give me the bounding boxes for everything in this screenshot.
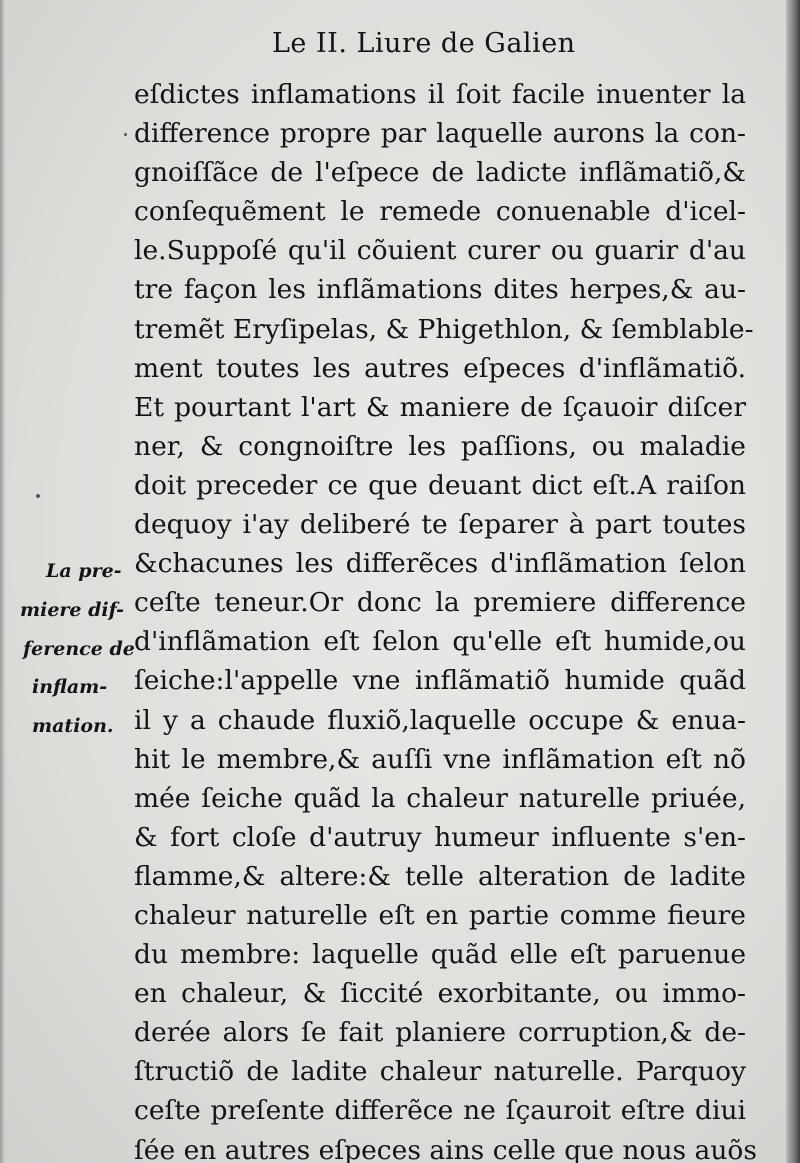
text-line: flamme,& altere:& telle alteration de ladite (134, 860, 746, 892)
text-line: le.Suppoſé qu'il cõuient curer ou guarir d'au (134, 235, 746, 267)
text-line: Et pourtant l'art & maniere de ſçauoir diſcer (134, 391, 746, 423)
text-line: ſeiche:l'appelle vne inflãmatiõ humide quãd (134, 665, 746, 697)
text-line: ner, & congnoiſtre les paſſions, ou maladie (134, 430, 746, 462)
text-line: d'inflãmation eſt ſelon qu'elle eſt humide,ou (134, 626, 746, 658)
margin-note-line: La pre- (46, 560, 122, 582)
margin-note-line: miere dif- (20, 598, 125, 621)
text-line: ceſte preſente differẽce ne ſçauroit eſtre diui (134, 1095, 746, 1127)
text-line: &chacunes les differẽces d'inflãmation ſelon (134, 548, 746, 580)
text-line: en chaleur, & ſiccité exorbitante, ou immo- (134, 978, 746, 1010)
text-line: chaleur naturelle eſt en partie comme fieure (134, 899, 746, 931)
margin-note-line: inflam- (32, 676, 108, 699)
page-left-edge (0, 0, 6, 1163)
text-line: derée alors ſe fait planiere corruption,& de- (134, 1017, 746, 1049)
text-line: tre façon les inflãmations dites herpes,& au- (134, 274, 746, 306)
text-line: difference propre par laquelle aurons la con- (134, 118, 746, 150)
ink-speck (124, 133, 127, 136)
running-head: Le II. Liure de Galien (272, 28, 576, 59)
text-line: ſtructiõ de ladite chaleur naturelle. Parquoy (134, 1056, 746, 1088)
page-gutter-shadow (786, 0, 800, 1163)
ink-speck (36, 494, 40, 498)
text-line: dequoy i'ay deliberé te ſeparer à part toutes (134, 509, 746, 541)
margin-note (20, 552, 138, 746)
margin-note-line: ference de (23, 637, 135, 660)
text-line: du membre: laquelle quãd elle eſt paruenue (134, 939, 746, 971)
text-line: conſequẽment le remede conuenable d'icel- (134, 196, 746, 228)
text-line: ſée en autres eſpeces ains celle que nous auõs (134, 1134, 757, 1163)
text-line: hit le membre,& auſſi vne inflãmation eſt nõ (134, 743, 746, 775)
text-line: gnoiſſãce de l'eſpece de ladicte inflãmatiõ,& (134, 157, 746, 189)
margin-note-line: mation. (32, 715, 114, 738)
text-line: & fort cloſe d'autruy humeur influente s'en- (134, 821, 746, 853)
text-line: mée ſeiche quãd la chaleur naturelle priuée, (134, 782, 746, 814)
text-line: doit preceder ce que deuant dict eſt.A raiſon (134, 469, 746, 501)
text-line: ment toutes les autres eſpeces d'inflãmatiõ. (134, 352, 746, 384)
body-text (134, 75, 757, 1163)
text-line: il y a chaude fluxiõ,laquelle occupe & enua- (134, 704, 746, 736)
text-line: eſdictes inflamations il ſoit facile inuenter la (134, 79, 746, 110)
text-line: ceſte teneur.Or donc la premiere difference (134, 587, 746, 619)
text-line: tremẽt Eryſipelas, & Phigethlon, & ſemblable- (134, 313, 754, 345)
